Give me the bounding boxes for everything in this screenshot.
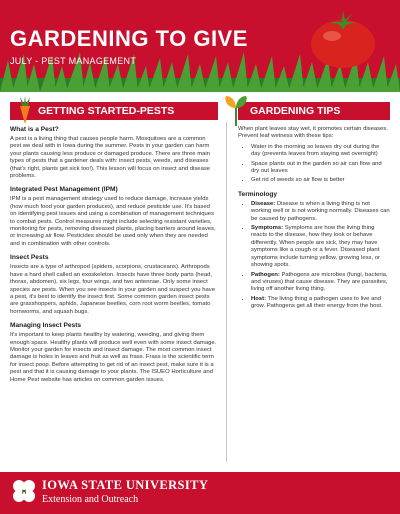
right-column	[238, 102, 390, 315]
section-heading: What is a Pest?	[10, 126, 59, 133]
list-item	[251, 201, 390, 223]
term-definition: Disease is when a living thing is not working well or is not working normally. Diseases can be caused by pathogens.	[251, 200, 390, 222]
term-label: Host:	[251, 295, 267, 302]
sprout-icon	[224, 94, 248, 126]
left-column	[10, 102, 218, 387]
university-name: IOWA STATE UNIVERSITY	[42, 478, 209, 492]
section-heading: Managing Insect Pests	[10, 322, 82, 330]
list-item: • Water in the morning so leaves dry out during the day (prevents leaves from staying wet overnight)	[251, 144, 390, 159]
list-item	[251, 225, 390, 269]
extension-name: Extension and Outreach	[42, 494, 139, 505]
carrot-icon	[14, 96, 36, 124]
list-item: • Get rid of weeds so air flow is better	[251, 177, 390, 184]
banner-label: GETTING STARTED-PESTS	[38, 105, 175, 117]
section-paragraph: IPM is a pest management strategy used to reduce damage, increase yields (how much food your garden produces), and reduce pesticide use. It's based on identifying pest issues and using a combination of management techniques to combat pests. Control measures might include selecting resistant varieties, monitoring for pests, removing diseased plants, placing barriers around leaves, or increasing air flow. Pesticides should be used only when they are needed and in combination with other controls.	[10, 196, 216, 247]
terminology-list	[238, 201, 390, 311]
tips-intro: When plant leaves stay wet, it promotes certain diseases. Prevent leaf wetness with these tips:	[238, 126, 388, 140]
term-label: Symptoms:	[251, 225, 284, 232]
section-paragraph: A pest is a living thing that causes people harm. Mosquitoes are a common pest we deal with in Iowa during the summer. Pests in your garden can harm your plants causing less produce or damaged produce. There are three main types of pests that a gardener deals with: insect pests, weeds, and diseases (that's right, plants get sick too!). This lesson will focus on insect and disease problems.	[10, 136, 211, 180]
footer	[0, 472, 400, 514]
content-area	[0, 92, 400, 472]
term-definition: The living thing a pathogen uses to live and grow. Pathogens get all their energy from the host.	[251, 295, 383, 310]
term-label: Pathogen:	[251, 271, 280, 278]
list-item: • Space plants out in the garden so air can flow and dry out leaves	[251, 161, 390, 176]
tips-list	[238, 144, 390, 185]
banner-label: GARDENING TIPS	[250, 105, 341, 117]
section-banner-tips	[238, 102, 390, 120]
svg-text:H: H	[21, 490, 27, 496]
section-heading: Insect Pests	[10, 254, 49, 262]
column-divider	[226, 122, 227, 462]
section-paragraph: It's important to keep plants healthy by watering, weeding, and giving them enough space. Healthy plants will produce well even with some insect damage. Monitor your garden for insects and insect damage. The most common insect damage is holes in leaves and fruit as well as frass. Frass is the scientific term for insect poop. Before attempting to get rid of an insect pest, make sure it is a pest and that it is causing damage to your plants. The ISUEO Horticulture and Home Pest website has articles on common garden issues.	[10, 332, 217, 383]
tomato-icon	[308, 8, 378, 70]
list-item	[251, 296, 390, 311]
header-banner	[0, 0, 400, 92]
clover-icon	[10, 477, 38, 507]
list-item	[251, 272, 390, 294]
page-subtitle: JULY - PEST MANAGEMENT	[10, 56, 137, 66]
section-heading: Integrated Pest Management (IPM)	[10, 186, 118, 194]
term-definition: Symptoms are how the living thing reacts to the disease, how they look or behave differently. When people are sick, they may have symptoms like a cough or a fever. Diseased plant symptoms include turning yellow, growing less, or showing spots.	[251, 225, 380, 269]
section-paragraph: Insects are a type of arthropod (spiders, scorpions, crustaceans). Arthropods have a hard shell called an exoskeleton. Insects have three body parts (head, thorax, abdomen), six legs, four wings, and two antennae. Only some insect species are pests. When you see insects in your garden and suspect you have a pest, it's best to identify the insect first. Some common garden insect pests are grasshoppers, aphids, Japanese beetles, corn root worm beetles, tomato hornworms, and squash bugs.	[10, 264, 215, 315]
term-definition: Pathogens are microbes (fungi, bacteria, and viruses) that cause disease. They are parasites, living off another living thing.	[251, 271, 388, 293]
section-banner-pests	[10, 102, 218, 120]
terminology-heading: Terminology	[238, 190, 278, 198]
term-label: Disease:	[251, 200, 276, 207]
page-title: GARDENING TO GIVE	[10, 26, 248, 51]
